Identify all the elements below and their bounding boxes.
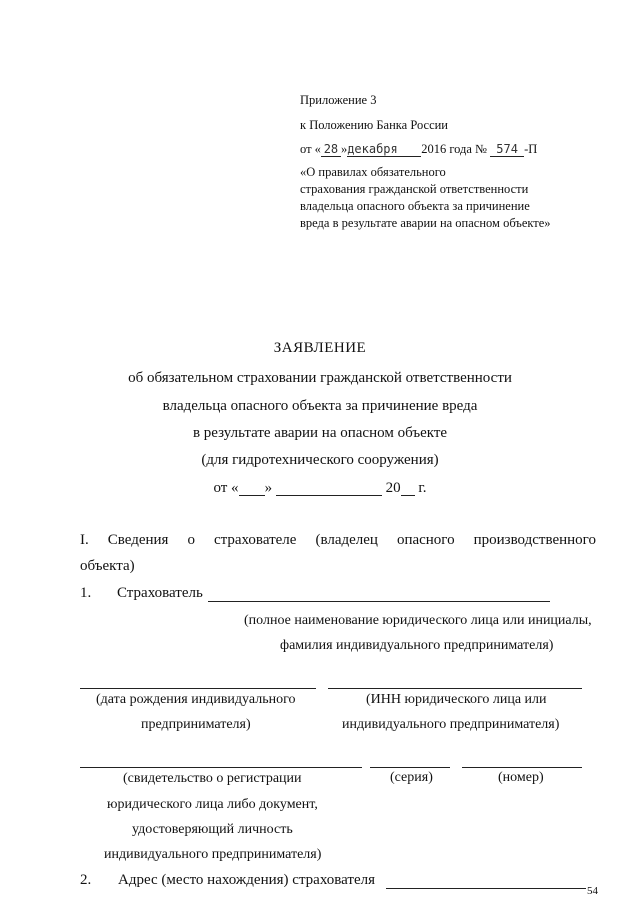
annex-date-day: 28 [321,142,341,157]
annex-quote [300,164,551,232]
date-quote-close: » [264,480,273,496]
title-line-1: об обязательном страховании гражданской ответственности [128,370,512,386]
insurer-name-caption-2: фамилия индивидуального предпринимателя) [280,638,554,653]
registration-caption-2: юридического лица либо документ, [107,797,318,812]
birth-date-caption-2: предпринимателя) [141,717,251,732]
title-line-4: (для гидротехнического сооружения) [201,452,439,468]
item-2-label: Адрес (место нахождения) страхователя [118,872,376,888]
annex-quote-line: страхования гражданской ответственности [300,182,529,196]
annex-number-suffix: -П [524,142,538,156]
section-1-word: Сведения [107,532,169,548]
annex-title: Приложение 3 [300,93,377,107]
date-year-prefix: 20 [385,480,401,496]
date-year-blank [401,481,415,496]
date-month-blank [276,481,382,496]
annex-date-mid: » [340,142,348,156]
insurer-name-caption-1: (полное наименование юридического лица или инициалы, [244,613,592,628]
section-1-word: производственного [473,532,596,548]
series-caption: (серия) [390,770,433,785]
insurer-name-line[interactable] [208,601,550,602]
title-line-3: в результате аварии на опасном объекте [192,425,448,441]
annex-date-line [300,141,537,158]
registration-caption-1: (свидетельство о регистрации [123,771,302,786]
annex-number: 574 [490,142,524,157]
annex-date-month: декабря [347,142,421,157]
item-2-number: 2. [80,872,92,888]
document-heading: ЗАЯВЛЕНИЕ [273,340,367,356]
annex-reference: к Положению Банка России [300,118,448,132]
series-line[interactable] [370,767,450,768]
inn-caption-2: индивидуального предпринимателя) [342,717,560,732]
birth-date-caption-1: (дата рождения индивидуального [96,692,296,707]
section-1-numeral: I. [80,532,89,548]
title-line-2: владельца опасного объекта за причинение вреда [162,398,478,414]
section-1-word: (владелец [315,532,378,548]
number-caption: (номер) [498,770,544,785]
page-number: 54 [587,885,598,897]
annex-quote-line: владельца опасного объекта за причинение [300,199,530,213]
section-1-word: страхователе [213,532,297,548]
annex-quote-line: «О правилах обязательного [300,165,446,179]
annex-date-year: 2016 года № [421,142,487,156]
annex-quote-line: вреда в результате аварии на опасном объекте» [300,216,551,230]
annex-date-prefix: от « [300,142,321,156]
section-1-word: о [187,532,195,548]
date-g: г. [418,480,427,496]
date-day-blank [239,481,265,496]
section-1-word: опасного [396,532,455,548]
registration-caption-4: индивидуального предпринимателя) [104,847,322,862]
number-line[interactable] [462,767,582,768]
inn-line[interactable] [328,688,582,689]
item-1-number: 1. [80,585,92,601]
birth-date-line[interactable] [80,688,316,689]
section-1-heading [80,532,596,549]
insurer-address-line[interactable] [386,888,586,889]
item-1-label: Страхователь [117,585,203,601]
section-1-continuation: объекта) [80,558,135,574]
registration-caption-3: удостоверяющий личность [132,822,293,837]
application-date-line [0,480,640,497]
registration-doc-line[interactable] [80,767,362,768]
inn-caption-1: (ИНН юридического лица или [366,692,547,707]
date-from-label: от « [213,480,239,496]
